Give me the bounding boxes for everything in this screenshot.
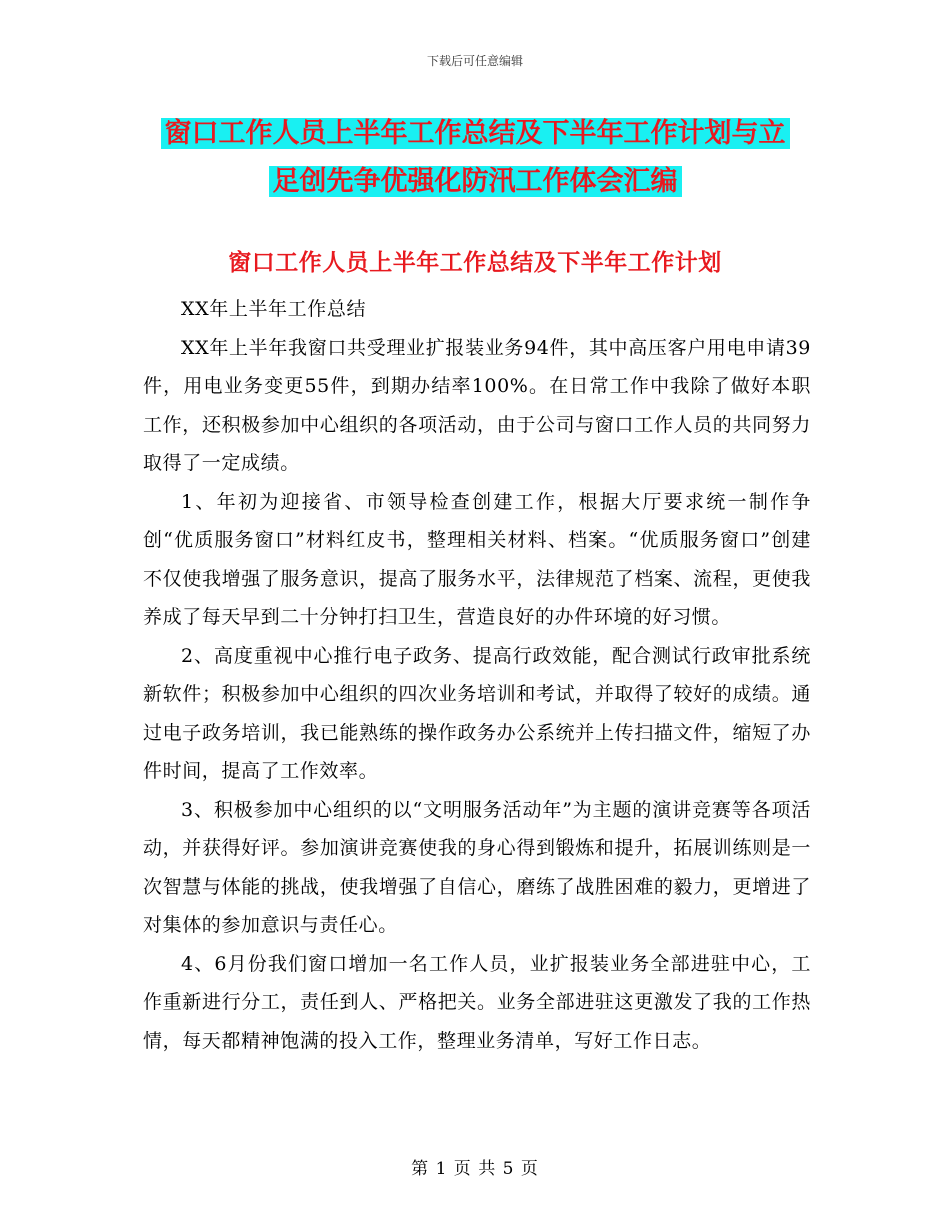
paragraph-subheading: XX年上半年工作总结 — [181, 298, 367, 320]
document-body — [143, 290, 811, 1060]
paragraph: 4、6月份我们窗口增加一名工作人员，业扩报装业务全部进驻中心，工作重新进行分工，责任到人、严格把关。业务全部进驻这更激发了我的工作热情，每天都精神饱满的投入工作，整理业务清单，写好工作日志。 — [143, 952, 811, 1052]
document-title-line-1: 窗口工作人员上半年工作总结及下半年工作计划与立 — [161, 118, 790, 149]
page-number-footer: 第 1 页 共 5 页 — [411, 1159, 539, 1179]
paragraph: 2、高度重视中心推行电子政务、提高行政效能，配合测试行政审批系统新软件；积极参加中心组织的四次业务培训和考试，并取得了较好的成绩。通过电子政务培训，我已能熟练的操作政务办公系统并上传扫描文件，缩短了办件时间，提高了工作效率。 — [143, 644, 811, 782]
document-title-line-2: 足创先争优强化防汛工作体会汇编 — [269, 166, 682, 197]
paragraph: 3、积极参加中心组织的以“文明服务活动年”为主题的演讲竞赛等各项活动，并获得好评。参加演讲竞赛使我的身心得到锻炼和提升，拓展训练则是一次智慧与体能的挑战，使我增强了自信心，磨练了战胜困难的毅力，更增进了对集体的参加意识与责任心。 — [143, 798, 811, 936]
paragraph: XX年上半年我窗口共受理业扩报装业务94件，其中高压客户用电申请39件，用电业务变更55件，到期办结率100%。在日常工作中我除了做好本职工作，还积极参加中心组织的各项活动，由于公司与窗口工作人员的共同努力取得了一定成绩。 — [143, 336, 811, 474]
paragraph: 1、年初为迎接省、市领导检查创建工作，根据大厅要求统一制作争创“优质服务窗口”材料红皮书，整理相关材料、档案。“优质服务窗口”创建不仅使我增强了服务意识，提高了服务水平，法律规范了档案、流程，更使我养成了每天早到二十分钟打扫卫生，营造良好的办件环境的好习惯。 — [143, 490, 811, 628]
document-title — [120, 110, 830, 206]
section-title: 窗口工作人员上半年工作总结及下半年工作计划 — [228, 250, 722, 276]
page-header-note: 下载后可任意编辑 — [426, 54, 523, 68]
